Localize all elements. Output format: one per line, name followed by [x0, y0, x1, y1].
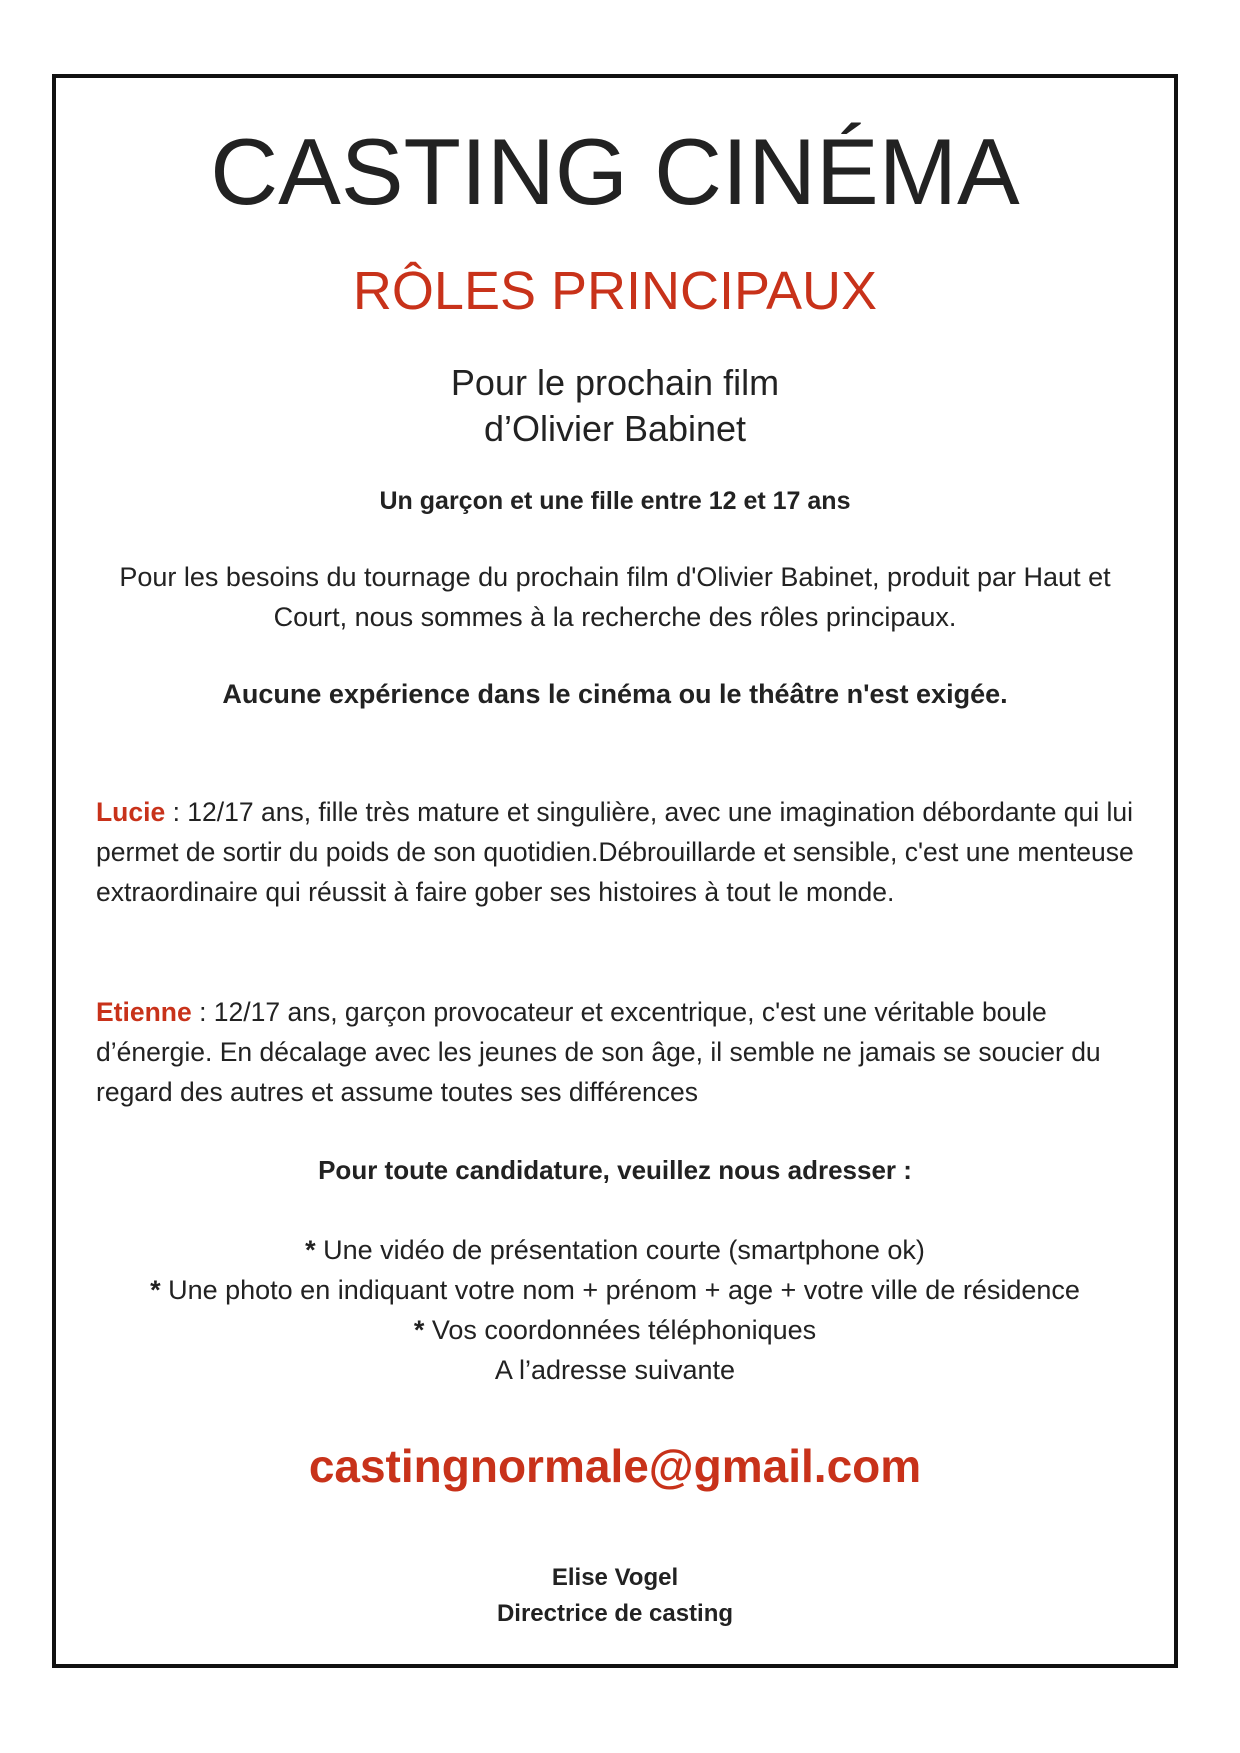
- role-description-lucie: [96, 792, 1156, 912]
- age-requirement: Un garçon et une fille entre 12 et 17 ans: [379, 487, 851, 515]
- film-line-1: Pour le prochain film: [450, 362, 780, 403]
- contact-email[interactable]: castingnormale@gmail.com: [308, 1440, 922, 1492]
- requirement-text: Une photo en indiquant votre nom + prénom + age + votre ville de résidence: [160, 1275, 1080, 1305]
- requirement-text: Une vidéo de présentation courte (smartphone ok): [315, 1235, 925, 1265]
- application-heading: Pour toute candidature, veuillez nous adresser :: [318, 1155, 912, 1185]
- signature-role: Directrice de casting: [496, 1600, 734, 1627]
- intro-paragraph: Pour les besoins du tournage du prochain film d'Olivier Babinet, produit par Haut et Court, nous sommes à la recherche des rôles principaux.: [119, 562, 1111, 632]
- role-text-etienne: : 12/17 ans, garçon provocateur et excentrique, c'est une véritable boule d’énergie. En décalage avec les jeunes de son âge, il semble ne jamais se soucier du regard des autres et assume toutes ses différences: [96, 997, 1101, 1107]
- film-line-2: d’Olivier Babinet: [483, 408, 747, 449]
- signature-name: Elise Vogel: [551, 1564, 679, 1591]
- requirement-photo: [52, 1270, 1178, 1310]
- bullet-asterisk: *: [413, 1315, 425, 1345]
- requirement-phone: [52, 1310, 1178, 1350]
- no-experience-notice: Aucune expérience dans le cinéma ou le théâtre n'est exigée.: [222, 679, 1008, 709]
- bullet-asterisk: *: [150, 1275, 161, 1305]
- page-title: CASTING CINÉMA: [210, 119, 1020, 224]
- role-description-etienne: [96, 992, 1156, 1112]
- role-text-lucie: : 12/17 ans, fille très mature et singulière, avec une imagination débordante qui lui permet de sortir du poids de son quotidien.Débrouillarde et sensible, c'est une menteuse extraordinaire qui réussit à faire gober ses histoires à tout le monde.: [96, 797, 1134, 907]
- address-line: A l’adresse suivante: [494, 1355, 736, 1385]
- requirement-text: Vos coordonnées téléphoniques: [424, 1315, 817, 1345]
- requirement-video: [52, 1230, 1178, 1270]
- page-subtitle: RÔLES PRINCIPAUX: [352, 261, 878, 321]
- bullet-asterisk: *: [305, 1235, 316, 1265]
- role-name-lucie: Lucie: [96, 797, 166, 827]
- role-name-etienne: Etienne: [96, 997, 192, 1027]
